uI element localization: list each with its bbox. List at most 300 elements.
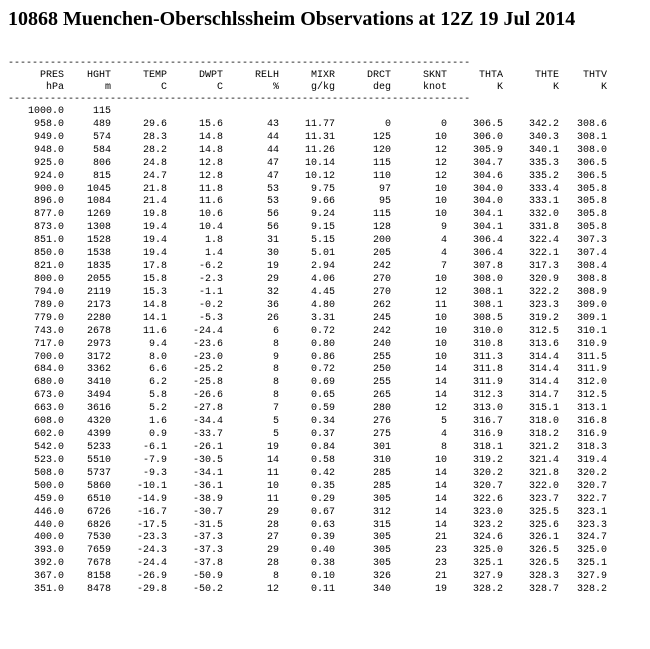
table-cell: 0.39	[310, 532, 335, 544]
table-cell: 342.2	[528, 118, 559, 130]
table-cell: 311.9	[576, 364, 607, 376]
table-cell: -29.8	[136, 584, 167, 596]
table-cell: 318.0	[528, 416, 559, 428]
table-cell: 110	[372, 170, 391, 182]
table-row	[8, 390, 607, 403]
table-cell: 321.8	[528, 467, 559, 479]
table-cell: 314.4	[528, 364, 559, 376]
table-cell: 14	[266, 454, 279, 466]
table-cell: 11.31	[304, 131, 335, 143]
table-cell: 5860	[86, 480, 111, 492]
table-cell: 325.6	[528, 519, 559, 531]
table-cell: 120	[372, 144, 391, 156]
table-cell: 305.8	[576, 183, 607, 195]
table-cell: 351.0	[33, 584, 64, 596]
table-cell: -34.1	[192, 467, 223, 479]
table-row	[8, 468, 607, 481]
table-cell: -23.0	[192, 351, 223, 363]
table-cell: -2.3	[198, 273, 223, 285]
table-cell: 8478	[86, 584, 111, 596]
table-cell: 500.0	[33, 480, 64, 492]
table-cell: 608.0	[33, 416, 64, 428]
table-cell: -0.2	[198, 299, 223, 311]
table-cell: 328.7	[528, 584, 559, 596]
table-cell: 542.0	[33, 441, 64, 453]
table-cell: 314.4	[528, 377, 559, 389]
table-cell: 489	[92, 118, 111, 130]
table-cell: 322.0	[528, 480, 559, 492]
table-cell: -1.1	[198, 286, 223, 298]
table-cell: 326.5	[528, 545, 559, 557]
table-cell: 262	[372, 299, 391, 311]
table-cell: 308.1	[472, 299, 503, 311]
table-cell: 900.0	[33, 183, 64, 195]
table-cell: 310.9	[576, 338, 607, 350]
table-cell: 12	[434, 286, 447, 298]
table-cell: 7659	[86, 545, 111, 557]
table-cell: 673.0	[33, 390, 64, 402]
table-cell: 240	[372, 338, 391, 350]
table-cell: 310.0	[472, 325, 503, 337]
table-cell: -33.7	[192, 429, 223, 441]
table-cell: 47	[266, 157, 279, 169]
table-row	[8, 520, 607, 533]
table-cell: 14	[434, 467, 447, 479]
table-cell: -30.5	[192, 454, 223, 466]
table-cell: 7	[440, 261, 447, 273]
table-cell: 328.2	[472, 584, 503, 596]
table-row	[8, 532, 607, 545]
table-cell: 308.0	[472, 273, 503, 285]
col-unit-drct: deg	[372, 82, 391, 93]
table-cell: 29	[266, 506, 279, 518]
table-cell: -25.8	[192, 377, 223, 389]
table-cell: 24.7	[142, 170, 167, 182]
table-cell: 4	[440, 429, 447, 441]
table-cell: 14	[434, 519, 447, 531]
table-cell: -7.9	[142, 454, 167, 466]
header-separator: -----------------------------------------------------------------------------	[8, 94, 471, 105]
table-cell: 309.0	[576, 299, 607, 311]
table-row	[8, 545, 607, 558]
table-cell: 250	[372, 364, 391, 376]
table-row	[8, 377, 607, 390]
table-cell: 321.4	[528, 454, 559, 466]
table-cell: 14.8	[198, 144, 223, 156]
table-cell: 11	[434, 299, 447, 311]
table-cell: 319.2	[472, 454, 503, 466]
table-cell: 325.0	[576, 545, 607, 557]
table-cell: 10	[434, 338, 447, 350]
col-unit-thte: K	[552, 82, 559, 93]
table-cell: 12.8	[198, 157, 223, 169]
table-cell: 324.7	[576, 532, 607, 544]
table-cell: 367.0	[33, 571, 64, 583]
table-cell: 0.40	[310, 545, 335, 557]
col-unit-sknt: knot	[422, 82, 447, 93]
table-cell: 308.4	[576, 261, 607, 273]
table-cell: 684.0	[33, 364, 64, 376]
table-cell: 11.8	[198, 183, 223, 195]
col-header-drct: DRCT	[366, 70, 391, 81]
table-cell: 21.8	[142, 183, 167, 195]
table-cell: 8.0	[148, 351, 167, 363]
table-cell: 316.9	[576, 429, 607, 441]
table-cell: -36.1	[192, 480, 223, 492]
table-cell: 305	[372, 558, 391, 570]
table-cell: 0.72	[310, 325, 335, 337]
table-cell: 324.6	[472, 532, 503, 544]
sounding-table	[8, 58, 607, 597]
table-cell: 10	[434, 325, 447, 337]
table-cell: 312.5	[528, 325, 559, 337]
table-cell: 310.8	[472, 338, 503, 350]
table-cell: 0.37	[310, 429, 335, 441]
table-cell: 3410	[86, 377, 111, 389]
table-cell: 29.6	[142, 118, 167, 130]
col-unit-temp: C	[160, 82, 167, 93]
table-cell: -31.5	[192, 519, 223, 531]
table-cell: 340.1	[528, 144, 559, 156]
table-cell: 255	[372, 377, 391, 389]
table-cell: 115	[372, 157, 391, 169]
table-cell: 15.3	[142, 286, 167, 298]
table-cell: 313.6	[528, 338, 559, 350]
table-cell: 31	[266, 235, 279, 247]
table-cell: 322.6	[472, 493, 503, 505]
table-row	[8, 416, 607, 429]
table-cell: 794.0	[33, 286, 64, 298]
col-unit-pres: hPa	[45, 82, 64, 93]
table-cell: 877.0	[33, 209, 64, 221]
table-cell: 0.69	[310, 377, 335, 389]
table-cell: 306.5	[576, 170, 607, 182]
table-cell: 328.3	[528, 571, 559, 583]
table-cell: 14.8	[142, 299, 167, 311]
table-cell: 200	[372, 235, 391, 247]
table-cell: 5	[272, 416, 279, 428]
table-cell: 325.5	[528, 506, 559, 518]
table-cell: 459.0	[33, 493, 64, 505]
table-cell: 335.3	[528, 157, 559, 169]
table-cell: 308.8	[576, 273, 607, 285]
table-cell: 32	[266, 286, 279, 298]
table-row	[8, 352, 607, 365]
table-cell: 304.7	[472, 157, 503, 169]
table-cell: 850.0	[33, 248, 64, 260]
table-cell: 508.0	[33, 467, 64, 479]
table-cell: -24.4	[192, 325, 223, 337]
table-cell: 19.4	[142, 222, 167, 234]
table-cell: -14.9	[136, 493, 167, 505]
table-cell: 873.0	[33, 222, 64, 234]
table-row	[8, 132, 607, 145]
table-cell: 8	[272, 377, 279, 389]
table-cell: 21	[434, 532, 447, 544]
table-cell: 5.8	[148, 390, 167, 402]
table-cell: 8	[272, 338, 279, 350]
table-cell: 0.72	[310, 364, 335, 376]
table-cell: 307.4	[576, 248, 607, 260]
table-cell: 308.1	[576, 131, 607, 143]
table-cell: 265	[372, 390, 391, 402]
table-cell: -10.1	[136, 480, 167, 492]
table-cell: 584	[92, 144, 111, 156]
table-row	[8, 326, 607, 339]
table-cell: 896.0	[33, 196, 64, 208]
table-cell: 948.0	[33, 144, 64, 156]
table-row	[8, 106, 607, 119]
table-cell: 305	[372, 532, 391, 544]
table-row	[8, 364, 607, 377]
table-cell: 304.1	[472, 209, 503, 221]
table-cell: 29	[266, 545, 279, 557]
table-cell: 275	[372, 429, 391, 441]
col-unit-thtv: K	[600, 82, 607, 93]
table-cell: 14.8	[198, 131, 223, 143]
table-cell: 6726	[86, 506, 111, 518]
table-cell: 308.0	[576, 144, 607, 156]
table-cell: 326.1	[528, 532, 559, 544]
table-cell: 305.8	[576, 196, 607, 208]
table-cell: 800.0	[33, 273, 64, 285]
table-cell: 0.67	[310, 506, 335, 518]
table-row	[8, 429, 607, 442]
table-cell: 320.9	[528, 273, 559, 285]
table-cell: 314.4	[528, 351, 559, 363]
table-row	[8, 184, 607, 197]
table-cell: 19	[266, 441, 279, 453]
table-cell: 30	[266, 248, 279, 260]
table-cell: -5.3	[198, 312, 223, 324]
table-cell: 0	[384, 118, 391, 130]
table-cell: 0.80	[310, 338, 335, 350]
col-header-thta: THTA	[478, 70, 503, 81]
table-cell: 8	[272, 364, 279, 376]
table-cell: 325.0	[472, 545, 503, 557]
page-title: 10868 Muenchen-Oberschlssheim Observations at 12Z 19 Jul 2014	[8, 8, 576, 30]
table-cell: 10.14	[304, 157, 335, 169]
table-row	[8, 455, 607, 468]
table-cell: 2119	[86, 286, 111, 298]
table-cell: 322.7	[576, 493, 607, 505]
header-units-row	[8, 82, 607, 94]
col-unit-hght: m	[104, 82, 111, 93]
table-cell: 44	[266, 131, 279, 143]
table-cell: 9.4	[148, 338, 167, 350]
table-cell: 323.3	[528, 299, 559, 311]
table-cell: 1538	[86, 248, 111, 260]
table-cell: 10	[434, 196, 447, 208]
table-cell: 523.0	[33, 454, 64, 466]
table-cell: 925.0	[33, 157, 64, 169]
table-cell: 400.0	[33, 532, 64, 544]
table-cell: 6.6	[148, 364, 167, 376]
table-row	[8, 507, 607, 520]
table-cell: 11.77	[304, 118, 335, 130]
table-cell: 306.0	[472, 131, 503, 143]
table-cell: 319.4	[576, 454, 607, 466]
table-cell: 23	[434, 545, 447, 557]
table-cell: 851.0	[33, 235, 64, 247]
table-cell: 28.3	[142, 131, 167, 143]
table-cell: 323.2	[472, 519, 503, 531]
table-cell: 242	[372, 261, 391, 273]
table-cell: 574	[92, 131, 111, 143]
table-cell: 328.2	[576, 584, 607, 596]
table-cell: 19	[434, 584, 447, 596]
table-cell: 304.0	[472, 196, 503, 208]
table-cell: -17.5	[136, 519, 167, 531]
table-cell: -37.3	[192, 532, 223, 544]
table-cell: 11	[266, 493, 279, 505]
table-cell: 806	[92, 157, 111, 169]
table-cell: 316.9	[472, 429, 503, 441]
table-cell: 316.8	[576, 416, 607, 428]
table-cell: -24.4	[136, 558, 167, 570]
table-cell: 318.1	[472, 441, 503, 453]
table-cell: 306.4	[472, 248, 503, 260]
table-cell: 9.24	[310, 209, 335, 221]
table-cell: 318.2	[528, 429, 559, 441]
table-cell: 304.0	[472, 183, 503, 195]
table-cell: 8	[440, 441, 447, 453]
table-cell: 789.0	[33, 299, 64, 311]
table-cell: -9.3	[142, 467, 167, 479]
table-cell: 12	[434, 170, 447, 182]
col-header-sknt: SKNT	[422, 70, 447, 81]
table-cell: 321.2	[528, 441, 559, 453]
table-cell: 317.3	[528, 261, 559, 273]
table-cell: 14	[434, 390, 447, 402]
table-cell: 5.01	[310, 248, 335, 260]
table-cell: -6.2	[198, 261, 223, 273]
table-cell: 333.1	[528, 196, 559, 208]
table-cell: 10	[266, 480, 279, 492]
table-cell: 312.5	[576, 390, 607, 402]
table-cell: 0.29	[310, 493, 335, 505]
table-cell: 312.0	[576, 377, 607, 389]
table-cell: 47	[266, 170, 279, 182]
table-cell: 0.84	[310, 441, 335, 453]
table-cell: 305.8	[576, 209, 607, 221]
table-cell: 0.59	[310, 403, 335, 415]
table-row	[8, 403, 607, 416]
table-cell: 28.2	[142, 144, 167, 156]
table-cell: 8	[272, 571, 279, 583]
table-cell: 14	[434, 364, 447, 376]
table-cell: 115	[372, 209, 391, 221]
table-cell: 8158	[86, 571, 111, 583]
table-cell: 9	[272, 351, 279, 363]
table-cell: 5	[440, 416, 447, 428]
table-cell: 663.0	[33, 403, 64, 415]
table-cell: 115	[92, 106, 111, 117]
table-cell: -37.8	[192, 558, 223, 570]
table-cell: 28	[266, 519, 279, 531]
table-cell: 11.6	[198, 196, 223, 208]
table-cell: -23.6	[192, 338, 223, 350]
table-cell: 255	[372, 351, 391, 363]
table-cell: 245	[372, 312, 391, 324]
table-row	[8, 313, 607, 326]
table-cell: 307.8	[472, 261, 503, 273]
table-cell: -6.1	[142, 441, 167, 453]
table-cell: 14	[434, 506, 447, 518]
table-cell: 306.4	[472, 235, 503, 247]
table-cell: 305.8	[576, 222, 607, 234]
table-cell: 14.1	[142, 312, 167, 324]
table-cell: 125	[372, 131, 391, 143]
table-cell: 310	[372, 454, 391, 466]
table-cell: 15.8	[142, 273, 167, 285]
table-cell: 10	[434, 131, 447, 143]
table-cell: 446.0	[33, 506, 64, 518]
table-cell: 326.5	[528, 558, 559, 570]
table-row	[8, 235, 607, 248]
table-cell: 319.2	[528, 312, 559, 324]
table-cell: 312.3	[472, 390, 503, 402]
table-row	[8, 196, 607, 209]
table-cell: 301	[372, 441, 391, 453]
table-cell: 19.4	[142, 235, 167, 247]
col-header-mixr: MIXR	[310, 70, 335, 81]
table-cell: 305.9	[472, 144, 503, 156]
table-cell: 326	[372, 571, 391, 583]
table-cell: 9	[440, 222, 447, 234]
table-cell: -50.2	[192, 584, 223, 596]
table-cell: 700.0	[33, 351, 64, 363]
table-cell: 313.1	[576, 403, 607, 415]
table-cell: 307.3	[576, 235, 607, 247]
table-cell: 5233	[86, 441, 111, 453]
table-cell: 43	[266, 118, 279, 130]
table-cell: 331.8	[528, 222, 559, 234]
table-cell: 0.58	[310, 454, 335, 466]
table-cell: 304.1	[472, 222, 503, 234]
table-cell: 1.6	[148, 416, 167, 428]
table-cell: -27.8	[192, 403, 223, 415]
table-cell: 2678	[86, 325, 111, 337]
table-cell: 29	[266, 273, 279, 285]
table-cell: 14	[434, 493, 447, 505]
table-cell: 322.2	[528, 286, 559, 298]
table-cell: 318.3	[576, 441, 607, 453]
table-cell: -38.9	[192, 493, 223, 505]
table-cell: 21.4	[142, 196, 167, 208]
table-cell: 12	[434, 403, 447, 415]
table-cell: 717.0	[33, 338, 64, 350]
table-cell: 311.3	[472, 351, 503, 363]
table-cell: 4	[440, 235, 447, 247]
table-cell: 815	[92, 170, 111, 182]
table-cell: 680.0	[33, 377, 64, 389]
table-cell: -23.3	[136, 532, 167, 544]
table-row	[8, 209, 607, 222]
table-cell: 28	[266, 558, 279, 570]
table-cell: 320.2	[472, 467, 503, 479]
table-cell: 320.7	[576, 480, 607, 492]
table-cell: 5.15	[310, 235, 335, 247]
table-cell: 9.75	[310, 183, 335, 195]
table-cell: 7530	[86, 532, 111, 544]
table-cell: 1528	[86, 235, 111, 247]
table-cell: -37.3	[192, 545, 223, 557]
table-row	[8, 145, 607, 158]
table-cell: 0.11	[310, 584, 335, 596]
table-cell: 270	[372, 273, 391, 285]
table-cell: 308.1	[472, 286, 503, 298]
